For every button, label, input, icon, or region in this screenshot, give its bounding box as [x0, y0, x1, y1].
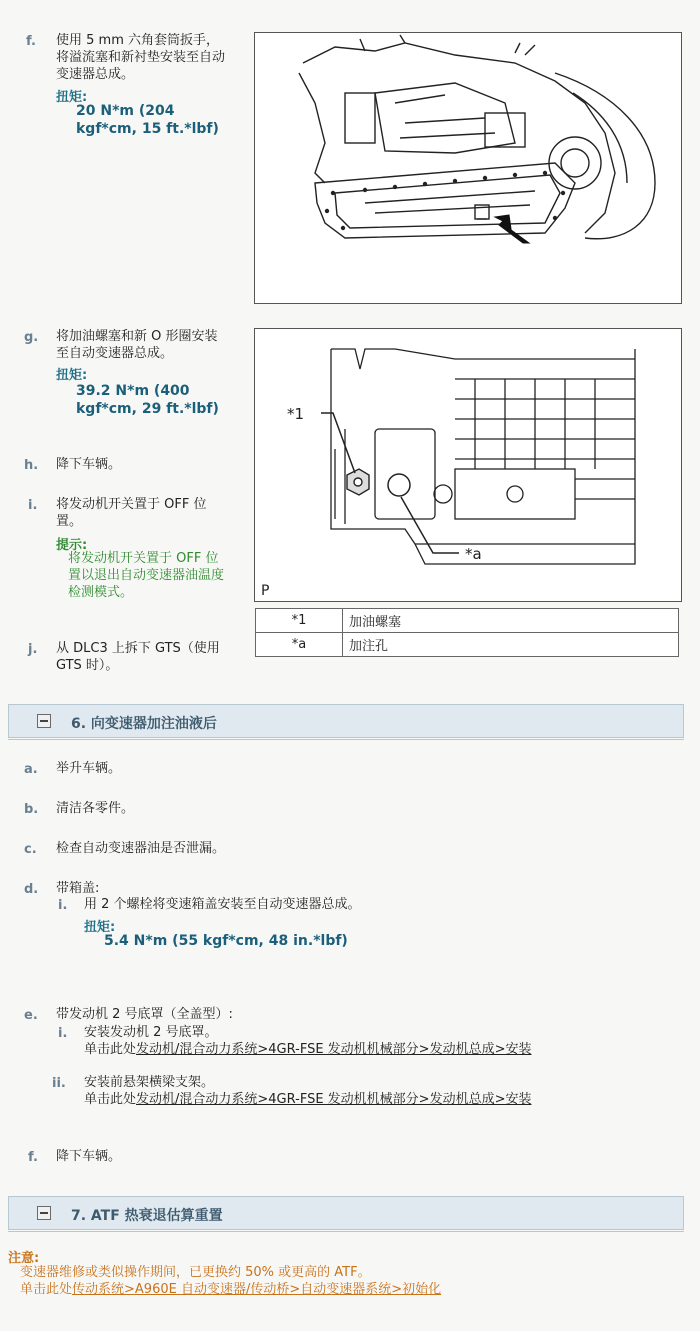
step-marker-f: f. [26, 34, 36, 49]
legend-code: *a [256, 633, 343, 657]
atf-initialization-link[interactable]: 传动系统>A960E 自动变速器/传动桥>自动变速器系统>初始化 [72, 1282, 442, 1297]
section-7-title: 7. ATF 热衰退估算重置 [71, 1208, 223, 1224]
arrow-icon [495, 215, 529, 243]
step-g-text: 将加油螺塞和新 O 形圈安装 至自动变速器总成。 [56, 329, 218, 361]
collapse-icon[interactable] [37, 714, 51, 728]
fill-plug-drawing [255, 329, 681, 601]
step-h-text: 降下车辆。 [56, 457, 122, 472]
caution-link-line [20, 1281, 441, 1298]
hint-text: 将发动机开关置于 OFF 位 置以退出自动变速器油温度 检测模式。 [68, 551, 225, 600]
step-f-text: 使用 5 mm 六角套筒扳手， 将溢流塞和新衬垫安装至自动 变速器总成。 [56, 33, 226, 82]
section-7-header[interactable] [8, 1196, 684, 1230]
step-marker-f: f. [28, 1150, 38, 1165]
transmission-oil-pan-illustration [254, 32, 682, 304]
figure-corner-letter: P [261, 583, 270, 599]
torque-value: 5.4 N*m (55 kgf*cm, 48 in.*lbf) [104, 933, 348, 949]
substep-e-ii-text: 安装前悬架横梁支架。 [84, 1075, 215, 1090]
torque-label: 扭矩: [56, 368, 88, 383]
step-marker-e: e. [24, 1008, 38, 1023]
step-e-text: 带发动机 2 号底罩（全盖型）: [56, 1007, 233, 1022]
caution-label: 注意: [8, 1251, 40, 1266]
substep-d-i-text: 用 2 个螺栓将变速箱盖安装至自动变速器总成。 [84, 897, 361, 912]
step-c-text: 检查自动变速器油是否泄漏。 [56, 841, 226, 856]
step-marker-g: g. [24, 330, 39, 345]
callout-legend-table [255, 608, 679, 657]
section-divider [8, 1231, 684, 1232]
callout-a: *a [465, 545, 482, 563]
torque-value: 39.2 N*m (400 kgf*cm, 29 ft.*lbf) [76, 383, 219, 417]
section-6-header[interactable] [8, 704, 684, 738]
caution-text: 变速器维修或类似操作期间，已更换约 50% 或更高的 ATF。 [20, 1265, 371, 1280]
section-divider [8, 739, 684, 740]
step-a-text: 举升车辆。 [56, 761, 122, 776]
step-f-text: 降下车辆。 [56, 1149, 122, 1164]
step-marker-a: a. [24, 762, 38, 777]
substep-marker-i: i. [58, 1026, 68, 1041]
step-marker-c: c. [24, 842, 37, 857]
section-6-title: 6. 向变速器加注油液后 [71, 716, 217, 732]
substep-e-i-link-line [84, 1041, 531, 1058]
step-d-text: 带箱盖: [56, 881, 100, 896]
step-marker-b: b. [24, 802, 39, 817]
substep-e-ii-link-line [84, 1091, 531, 1108]
substep-e-i-text: 安装发动机 2 号底罩。 [84, 1025, 218, 1040]
step-marker-h: h. [24, 458, 39, 473]
engine-assembly-install-link[interactable]: 发动机/混合动力系统>4GR-FSE 发动机机械部分>发动机总成>安装 [136, 1042, 532, 1057]
click-here-prefix: 单击此处 [84, 1092, 137, 1107]
torque-label: 扭矩: [84, 920, 116, 935]
legend-name: 加注孔 [343, 633, 679, 657]
step-j-text: 从 DLC3 上拆下 GTS（使用 GTS 时）。 [56, 641, 220, 673]
transmission-drawing [255, 33, 681, 303]
substep-marker-ii: ii. [52, 1076, 66, 1091]
substep-marker-i: i. [58, 898, 68, 913]
table-row [256, 633, 679, 657]
fill-plug-illustration [254, 328, 682, 602]
engine-assembly-install-link[interactable]: 发动机/混合动力系统>4GR-FSE 发动机机械部分>发动机总成>安装 [136, 1092, 532, 1107]
table-row [256, 609, 679, 633]
torque-value: 20 N*m (204 kgf*cm, 15 ft.*lbf) [76, 103, 219, 137]
step-b-text: 清洁各零件。 [56, 801, 135, 816]
click-here-prefix: 单击此处 [84, 1042, 137, 1057]
legend-name: 加油螺塞 [343, 609, 679, 633]
step-marker-d: d. [24, 882, 39, 897]
step-marker-j: j. [28, 642, 38, 657]
collapse-icon[interactable] [37, 1206, 51, 1220]
legend-code: *1 [256, 609, 343, 633]
click-here-prefix: 单击此处 [20, 1282, 73, 1297]
step-marker-i: i. [28, 498, 38, 513]
callout-1: *1 [287, 405, 305, 423]
hint-label: 提示: [56, 538, 88, 553]
step-i-text: 将发动机开关置于 OFF 位 置。 [56, 497, 207, 529]
torque-label: 扭矩: [56, 90, 88, 105]
